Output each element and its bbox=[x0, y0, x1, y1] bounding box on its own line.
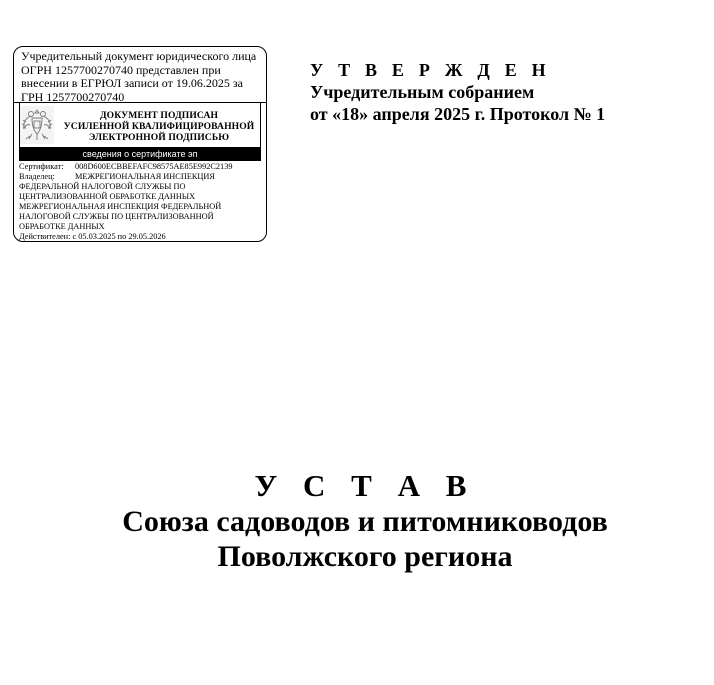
certificate-label: Сертификат: bbox=[19, 162, 64, 171]
validity-label: Действителен: bbox=[19, 232, 71, 241]
approval-block bbox=[310, 59, 605, 125]
signed-title-line: ЭЛЕКТРОННОЙ ПОДПИСЬЮ bbox=[88, 132, 230, 143]
document-title-block bbox=[0, 468, 714, 574]
document-subtitle-line-2: Поволжского региона bbox=[217, 540, 513, 573]
e-signature-stamp bbox=[13, 46, 267, 242]
owner-row bbox=[19, 172, 263, 182]
owner-value: МЕЖРЕГИОНАЛЬНАЯ ИНСПЕКЦИЯ bbox=[75, 172, 215, 181]
document-subtitle-line-1: Союза садоводов и питомниководов bbox=[122, 505, 608, 538]
approval-heading: У Т В Е Р Ж Д Е Н bbox=[310, 60, 551, 80]
signed-document-title bbox=[54, 110, 264, 143]
stamp-header bbox=[21, 50, 261, 104]
stamp-header-line: ОГРН 1257700270740 представлен при bbox=[21, 62, 221, 77]
document-title: У С Т А В bbox=[254, 468, 476, 503]
owner-line: НАЛОГОВОЙ СЛУЖБЫ ПО ЦЕНТРАЛИЗОВАННОЙ bbox=[19, 212, 214, 221]
owner-line: ФЕДЕРАЛЬНОЙ НАЛОГОВОЙ СЛУЖБЫ ПО bbox=[19, 182, 186, 191]
coat-of-arms-russia-icon bbox=[20, 106, 54, 144]
approval-line-2: от «18» апреля 2025 г. Протокол № 1 bbox=[310, 104, 606, 124]
signed-title-line: УСИЛЕННОЙ КВАЛИФИЦИРОВАННОЙ bbox=[63, 121, 255, 132]
certificate-row bbox=[19, 162, 263, 172]
approval-line-1: Учредительным собранием bbox=[310, 82, 535, 102]
validity-row bbox=[19, 232, 263, 242]
owner-line: ОБРАБОТКЕ ДАННЫХ bbox=[19, 222, 105, 231]
certificate-info-bar: сведения о сертификате эп bbox=[19, 147, 261, 161]
signed-title-line: ДОКУМЕНТ ПОДПИСАН bbox=[99, 110, 219, 121]
validity-value: с 05.03.2025 по 29.05.2026 bbox=[72, 232, 166, 241]
owner-line: ЦЕНТРАЛИЗОВАННОЙ ОБРАБОТКЕ ДАННЫХ bbox=[19, 192, 196, 201]
certificate-value: 008D600ECBBEFAFC98575AE85E992C2139 bbox=[75, 162, 233, 171]
stamp-header-line: внесении в ЕГРЮЛ записи от 19.06.2025 за bbox=[21, 76, 243, 91]
owner-line: МЕЖРЕГИОНАЛЬНАЯ ИНСПЕКЦИЯ ФЕДЕРАЛЬНОЙ bbox=[19, 202, 222, 211]
stamp-header-line: Учредительный документ юридического лица bbox=[21, 49, 257, 63]
owner-label: Владелец: bbox=[19, 172, 55, 181]
stamp-header-line: ГРН 1257700270740 bbox=[21, 89, 125, 104]
certificate-details bbox=[19, 162, 263, 242]
stamp-divider bbox=[14, 102, 266, 103]
